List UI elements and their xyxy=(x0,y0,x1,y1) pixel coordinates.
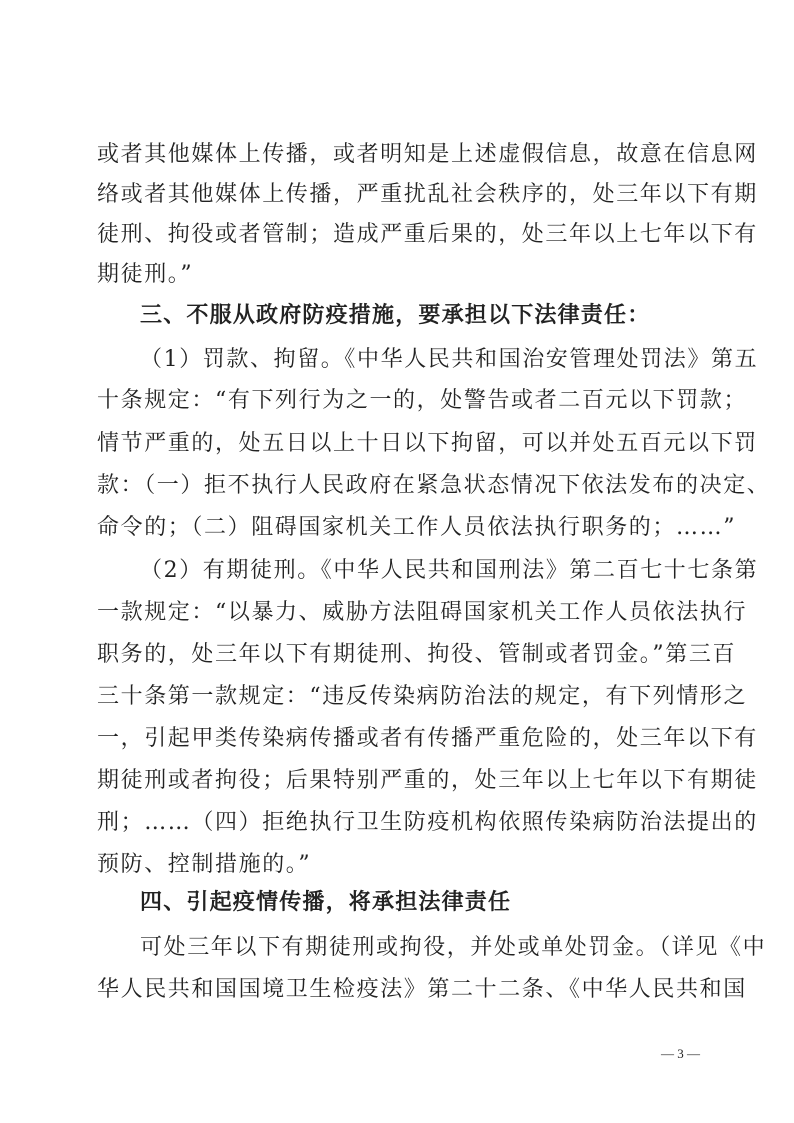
page-number: — 3 — xyxy=(661,1046,700,1061)
body-text-line: 预防、控制措施的。” xyxy=(97,852,312,877)
body-text-line: 华人民共和国国境卫生检疫法》第二十二条、《中华人民共和国 xyxy=(97,977,747,1002)
body-text-line: 一，引起甲类传染病传播或者有传播严重危险的，处三年以下有 xyxy=(97,726,758,751)
body-text-line: 期徒刑。” xyxy=(97,262,194,287)
section-heading-4: 四、引起疫情传播，将承担法律责任 xyxy=(140,890,512,915)
body-text-line: 三十条第一款规定：“违反传染病防治法的规定，有下列情形之 xyxy=(97,684,748,709)
paragraph-first-line: （1）罚款、拘留。《中华人民共和国治安管理处罚法》第五 xyxy=(140,347,759,372)
body-text-line: 络或者其他媒体上传播，严重扰乱社会秩序的，处三年以下有期 xyxy=(97,182,758,207)
body-text-line: 徒刑、拘役或者管制；造成严重后果的，处三年以上七年以下有 xyxy=(97,222,758,247)
paragraph-first-line: （2）有期徒刑。《中华人民共和国刑法》第二百七十七条第 xyxy=(140,558,759,583)
body-text-line: 款：（一）拒不执行人民政府在紧急状态情况下依法发布的决定、 xyxy=(97,473,771,498)
body-text-line: 一款规定：“以暴力、威胁方法阻碍国家机关工作人员依法执行 xyxy=(97,600,748,625)
body-text-line: 十条规定：“有下列行为之一的，处警告或者二百元以下罚款； xyxy=(97,388,748,413)
body-text-line: 命令的；（二）阻碍国家机关工作人员依法执行职务的；……” xyxy=(97,515,737,540)
body-text-line: 职务的，处三年以下有期徒刑、拘役、管制或者罚金。”第三百 xyxy=(97,642,737,667)
body-text-line: 刑；……（四）拒绝执行卫生防疫机构依照传染病防治法提出的 xyxy=(97,810,758,835)
body-text-line: 期徒刑或者拘役；后果特别严重的，处三年以上七年以下有期徒 xyxy=(97,768,758,793)
body-text-line: 情节严重的，处五日以上十日以下拘留，可以并处五百元以下罚 xyxy=(97,431,758,456)
section-heading-3: 三、不服从政府防疫措施，要承担以下法律责任： xyxy=(140,303,651,328)
paragraph-first-line: 可处三年以下有期徒刑或拘役，并处或单处罚金。（详见《中 xyxy=(140,935,767,960)
body-text-line: 或者其他媒体上传播，或者明知是上述虚假信息，故意在信息网 xyxy=(97,142,758,167)
